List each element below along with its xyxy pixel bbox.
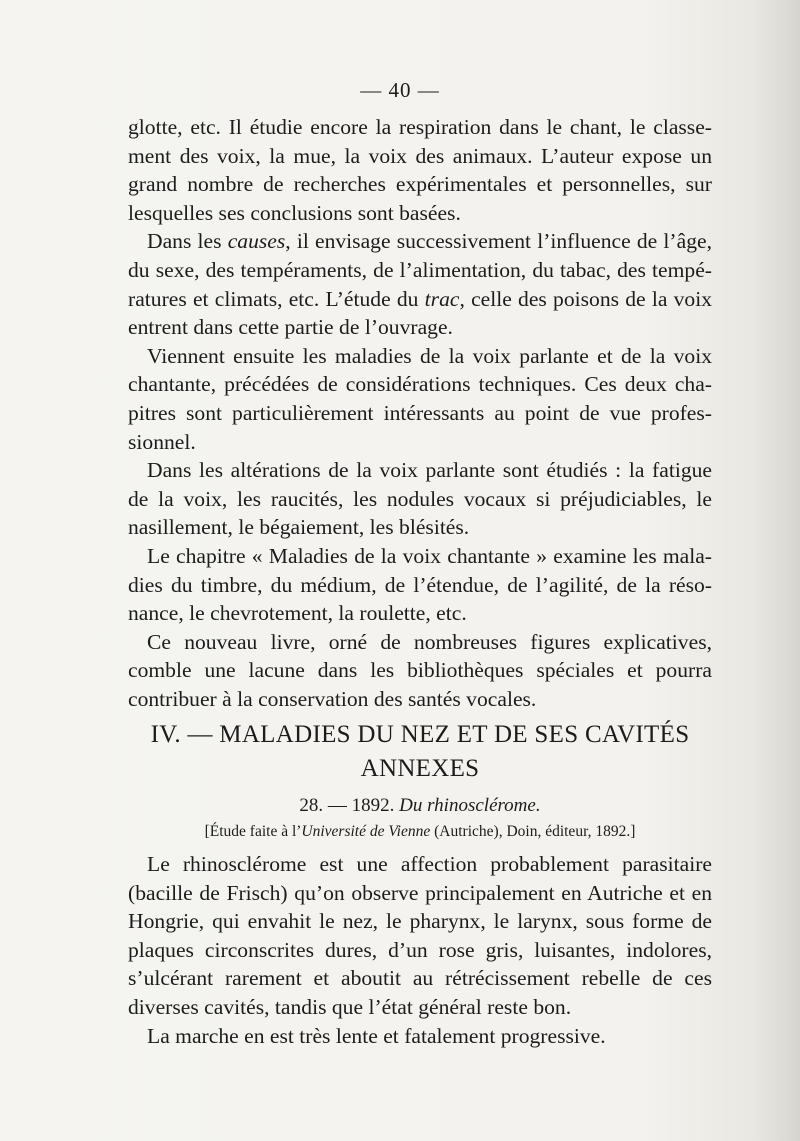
note-after: (Autriche), Doin, éditeur, 1892.] bbox=[430, 823, 636, 840]
paragraph-causes bbox=[128, 227, 712, 341]
paragraph-nouveau-livre: Ce nouveau livre, orné de nombreuses figures explicatives, comble une lacune dans les bibliothèques spéciales et pourra contribuer à la conservation des santés vocales. bbox=[128, 629, 712, 711]
trac-italic: trac bbox=[424, 286, 460, 311]
entry-publication-note bbox=[128, 823, 712, 841]
section-heading bbox=[128, 718, 712, 786]
paragraph-alterations: Dans les altérations de la voix parlante sont étudiés : la fatigue de la voix, les raucités, les nodules vocaux si préjudiciables, le nasillement, le bégaiement, les blésités. bbox=[128, 458, 712, 540]
causes-after: , celle des poisons de la voix entrent dans cette partie de l’ouvrage. bbox=[128, 286, 712, 340]
paragraph-continuation bbox=[128, 113, 712, 227]
section-heading-line1: IV. — MALADIES DU NEZ ET DE SES CAVITÉS bbox=[150, 721, 690, 748]
entry-heading bbox=[128, 795, 712, 817]
entry-title: Du rhinosclérome. bbox=[399, 795, 541, 816]
causes-before: Dans les bbox=[147, 229, 228, 254]
paragraph-chapitre: Le chapitre « Maladies de la voix chantante » examine les mala-dies du timbre, du médium, de l’étendue, de l’agilité, de la réso-nance, le chevrotement, la roulette, etc. bbox=[128, 543, 712, 626]
note-italic: Université de Vienne bbox=[301, 823, 431, 840]
bottom-text-block bbox=[128, 850, 712, 1050]
causes-italic: causes bbox=[227, 229, 286, 254]
paragraph-maladies: Viennent ensuite les maladies de la voix parlante et de la voix chantante, précédées de considérations techniques. Ces deux cha-pitres sont particulièrement intéressants au point de vue profes-sionnel. bbox=[128, 343, 712, 454]
note-before: [Étude faite à l’ bbox=[204, 823, 302, 840]
paragraph-continuation-line1: glotte, etc. Il étudie encore la respiration dans le chant, le classe- bbox=[128, 115, 712, 139]
section-heading-line2: ANNEXES bbox=[360, 755, 480, 782]
top-text-block bbox=[128, 113, 712, 713]
causes-middle: , il envisage successivement l’influence de l’âge, du sexe, des tempéraments, de l’alimentation, du tabac, des tempé-ratures et climats, etc. L’étude du bbox=[128, 229, 712, 311]
paragraph-marche: La marche en est très lente et fatalement progressive. bbox=[147, 1023, 606, 1048]
page-number: — 40 — bbox=[360, 78, 440, 102]
entry-number-year: 28. — 1892. bbox=[299, 795, 395, 816]
paragraph-continuation-rest: ment des voix, la mue, la voix des animaux. L’auteur expose un grand nombre de recherches expérimentales et personnelles, sur lesquelles ses conclusions sont basées. bbox=[128, 143, 712, 225]
paragraph-rhinosclerome: Le rhinosclérome est une affection probablement parasitaire (bacille de Frisch) qu’on observe principalement en Autriche et en Hongrie, qui envahit le nez, le pharynx, le larynx, sous forme de plaques circonscrites dures, d’un rose gris, luisantes, indolores, s’ulcérant rarement et aboutit au rétrécissement rebelle de ces diverses cavités, tandis que l’état général reste bon. bbox=[128, 852, 712, 1019]
